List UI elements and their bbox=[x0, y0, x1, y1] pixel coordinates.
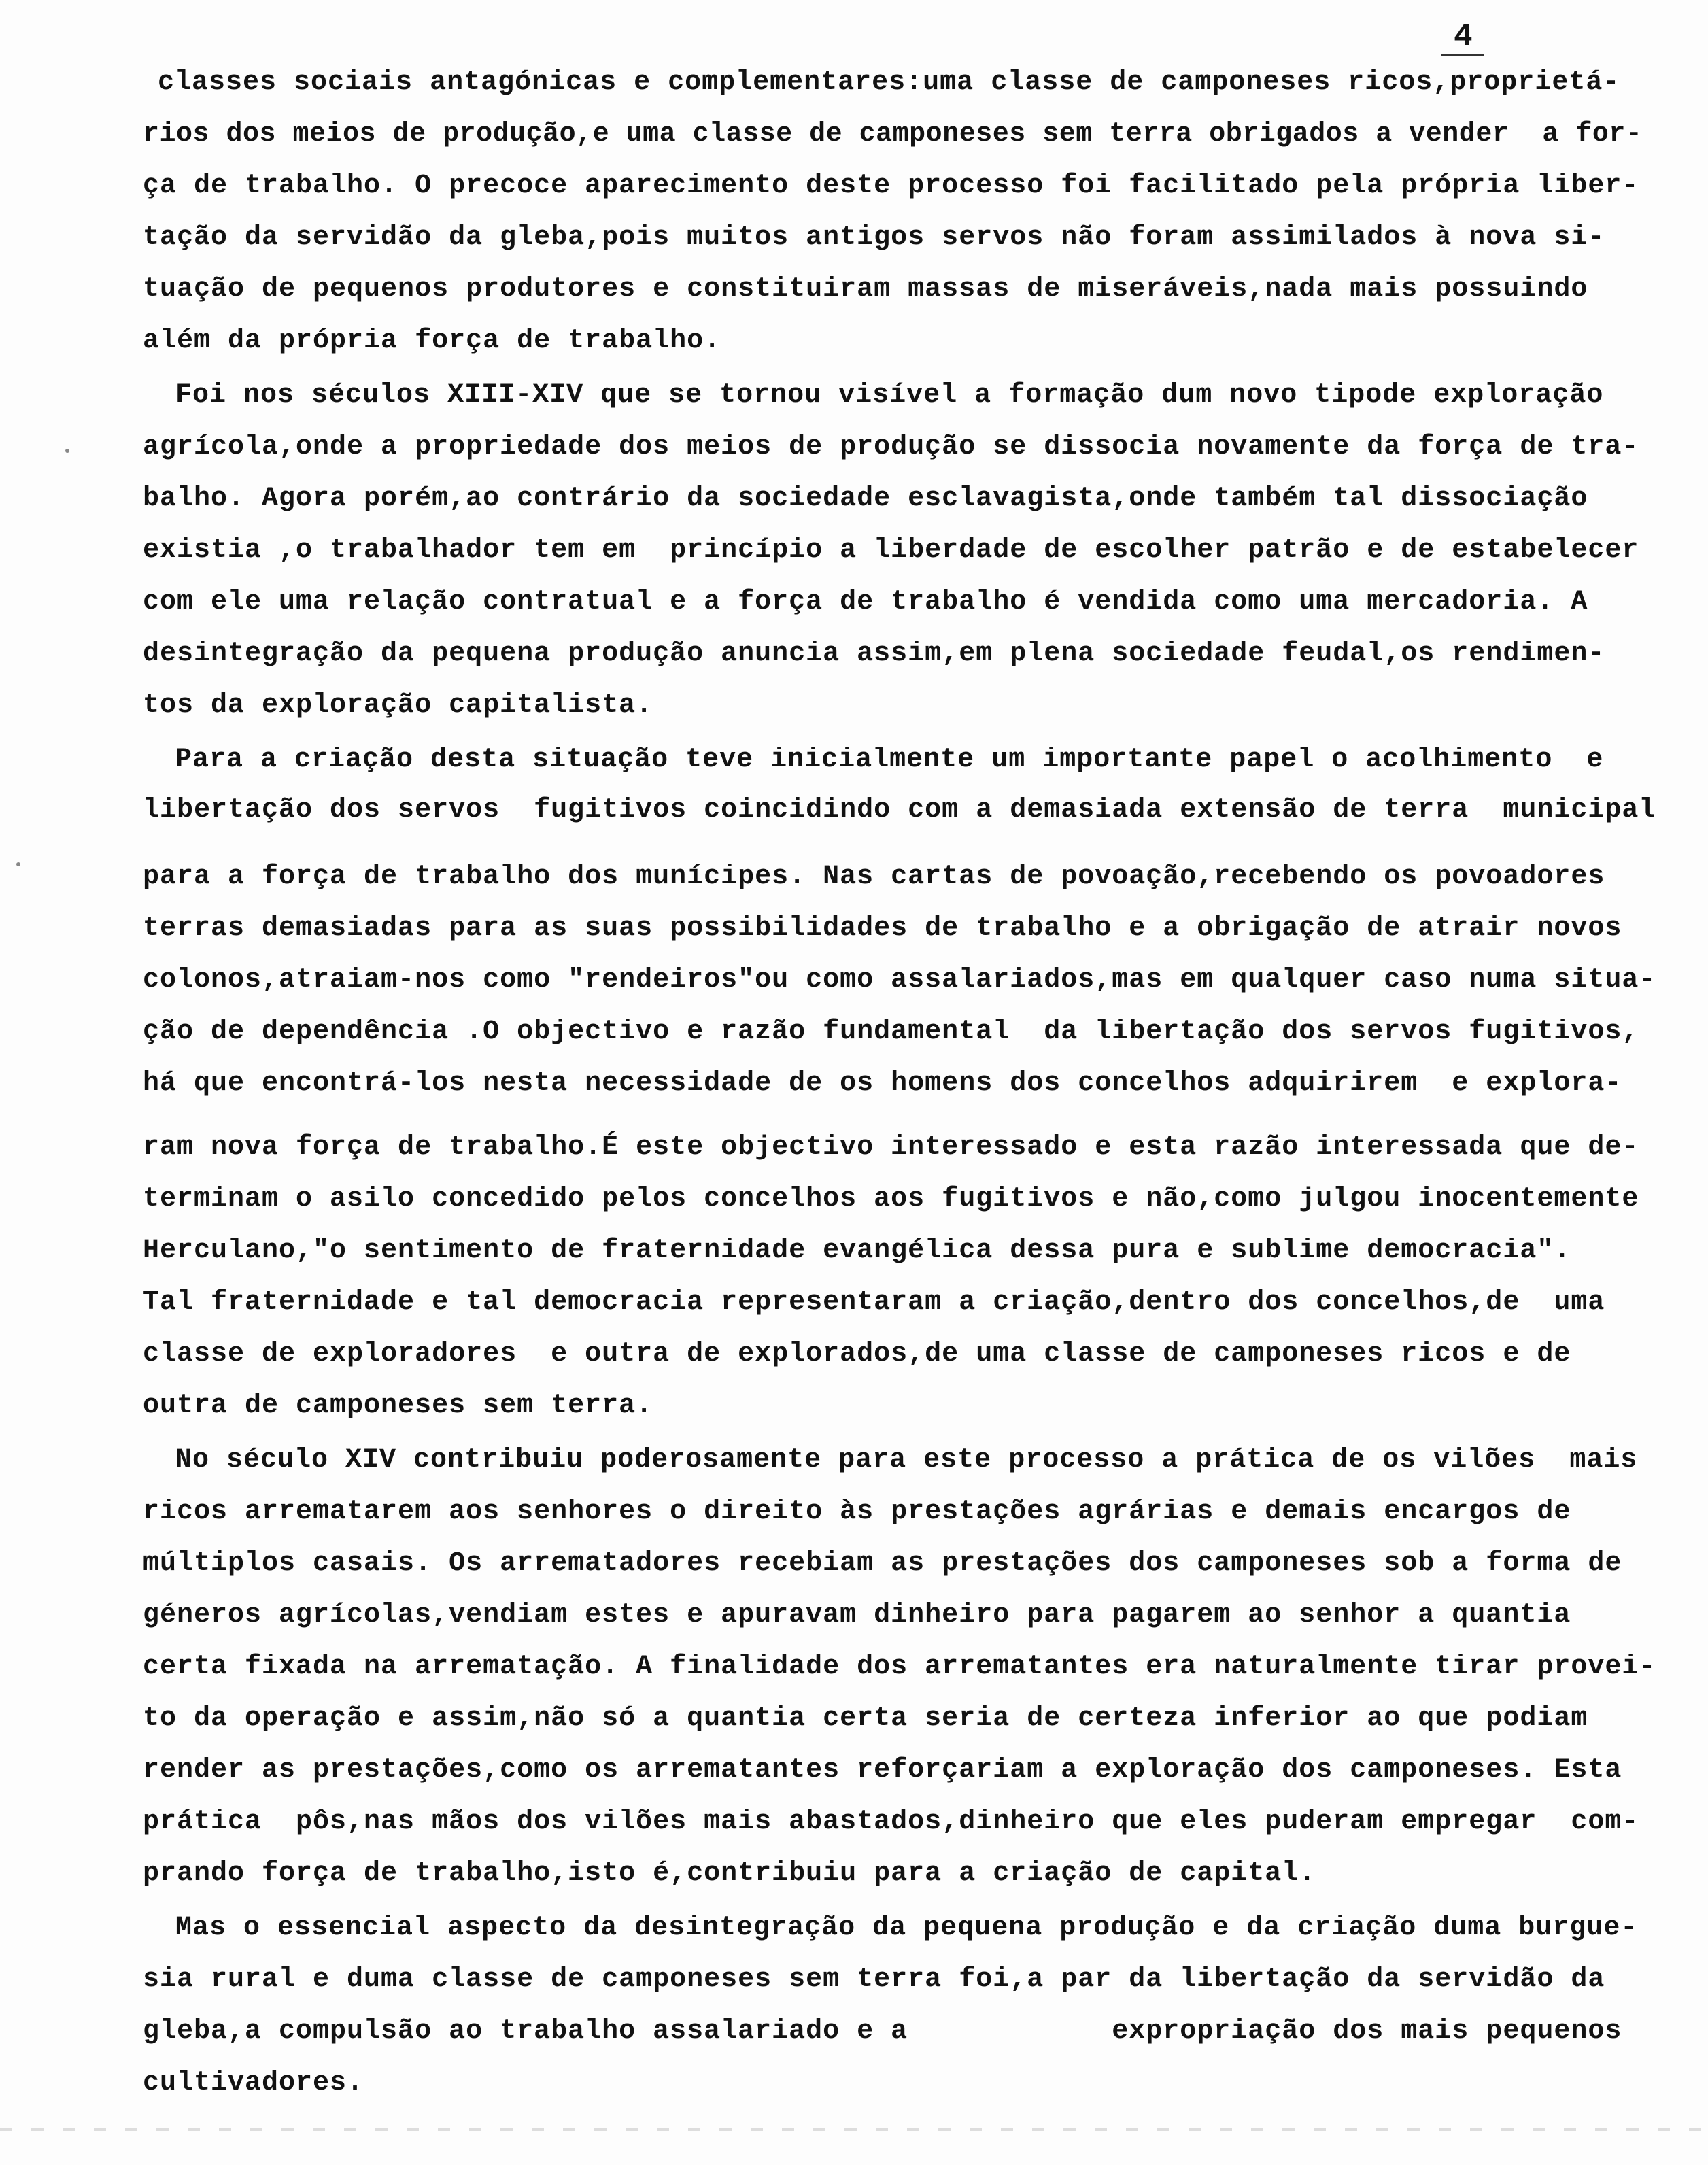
text-line: balho. Agora porém,ao contrário da sociedade esclavagista,onde também tal dissociação bbox=[143, 483, 1588, 514]
text-line: ça de trabalho. O precoce aparecimento deste processo foi facilitado pela própria liber- bbox=[143, 171, 1639, 201]
text-line: desintegração da pequena produção anuncia assim,em plena sociedade feudal,os rendimen- bbox=[143, 638, 1605, 669]
text-line: certa fixada na arrematação. A finalidade dos arrematantes era naturalmente tirar provei- bbox=[143, 1652, 1656, 1682]
text-line: gleba,a compulsão ao trabalho assalariado e a expropriação dos mais pequenos bbox=[143, 2016, 1622, 2047]
text-line: terminam o asilo concedido pelos concelhos aos fugitivos e não,como julgou inocentemente bbox=[143, 1184, 1639, 1214]
text-line: Para a criação desta situação teve inicialmente um importante papel o acolhimento e bbox=[175, 745, 1604, 775]
text-line: tos da exploração capitalista. bbox=[143, 690, 653, 721]
text-line: Tal fraternidade e tal democracia representaram a criação,dentro dos concelhos,de uma bbox=[143, 1287, 1605, 1318]
text-line: libertação dos servos fugitivos coincidindo com a demasiada extensão de terra municipal bbox=[143, 795, 1656, 825]
text-line: Mas o essencial aspecto da desintegração da pequena produção e da criação duma burgue- bbox=[175, 1913, 1638, 1943]
text-line: Foi nos séculos XIII-XIV que se tornou visível a formação dum novo tipode exploração bbox=[175, 380, 1604, 411]
text-line: classes sociais antagónicas e complementares:uma classe de camponeses ricos,proprietá- bbox=[158, 67, 1620, 98]
text-line: agrícola,onde a propriedade dos meios de produção se dissocia novamente da força de tra- bbox=[143, 432, 1639, 462]
text-line: múltiplos casais. Os arrematadores recebiam as prestações dos camponeses sob a forma de bbox=[143, 1548, 1622, 1579]
text-line: tação da servidão da gleba,pois muitos antigos servos não foram assimilados à nova si- bbox=[143, 222, 1605, 253]
text-line: Herculano,"o sentimento de fraternidade evangélica dessa pura e sublime democracia". bbox=[143, 1235, 1571, 1266]
text-line: prando força de trabalho,isto é,contribuiu para a criação de capital. bbox=[143, 1858, 1316, 1889]
text-line: ção de dependência .O objectivo e razão fundamental da libertação dos servos fugitivos, bbox=[143, 1017, 1639, 1047]
page-number: 4 bbox=[1454, 19, 1473, 54]
margin-mark bbox=[65, 449, 69, 453]
text-line: géneros agrícolas,vendiam estes e apuravam dinheiro para pagarem ao senhor a quantia bbox=[143, 1600, 1571, 1631]
scan-artifact-line bbox=[0, 2128, 1708, 2131]
text-line: render as prestações,como os arrematantes reforçariam a exploração dos camponeses. Esta bbox=[143, 1755, 1622, 1786]
text-line: com ele uma relação contratual e a força de trabalho é vendida como uma mercadoria. A bbox=[143, 587, 1588, 617]
text-line: colonos,atraiam-nos como "rendeiros"ou como assalariados,mas em qualquer caso numa situa- bbox=[143, 965, 1656, 995]
text-line: cultivadores. bbox=[143, 2068, 364, 2098]
text-line: ram nova força de trabalho.É este objectivo interessado e esta razão interessada que de- bbox=[143, 1132, 1639, 1163]
text-line: classe de exploradores e outra de explorados,de uma classe de camponeses ricos e de bbox=[143, 1339, 1571, 1369]
text-line: há que encontrá-los nesta necessidade de os homens dos concelhos adquirirem e explora- bbox=[143, 1068, 1622, 1099]
text-line: para a força de trabalho dos munícipes. Nas cartas de povoação,recebendo os povoadores bbox=[143, 862, 1605, 892]
text-line: outra de camponeses sem terra. bbox=[143, 1391, 653, 1421]
text-line: terras demasiadas para as suas possibilidades de trabalho e a obrigação de atrair novos bbox=[143, 913, 1622, 944]
text-line: sia rural e duma classe de camponeses sem terra foi,a par da libertação da servidão da bbox=[143, 1964, 1605, 1995]
text-line: rios dos meios de produção,e uma classe de camponeses sem terra obrigados a vender a for- bbox=[143, 119, 1643, 150]
text-line: prática pôs,nas mãos dos vilões mais abastados,dinheiro que eles puderam empregar com- bbox=[143, 1807, 1639, 1837]
text-line: No século XIV contribuiu poderosamente para este processo a prática de os vilões mais bbox=[175, 1445, 1638, 1476]
text-line: ricos arrematarem aos senhores o direito às prestações agrárias e demais encargos de bbox=[143, 1497, 1571, 1527]
page-number-underline bbox=[1441, 54, 1484, 56]
text-line: tuação de pequenos produtores e constituiram massas de miseráveis,nada mais possuindo bbox=[143, 274, 1588, 305]
text-line: existia ,o trabalhador tem em princípio a liberdade de escolher patrão e de estabelecer bbox=[143, 535, 1639, 566]
margin-mark bbox=[16, 862, 20, 866]
text-line: além da própria força de trabalho. bbox=[143, 326, 721, 356]
text-line: to da operação e assim,não só a quantia certa seria de certeza inferior ao que podiam bbox=[143, 1703, 1588, 1734]
